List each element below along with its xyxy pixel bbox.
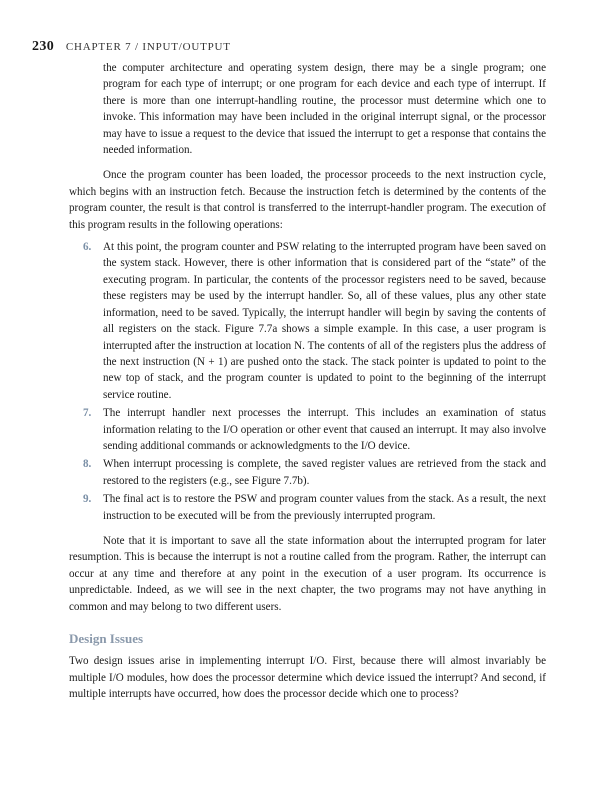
- paragraph-continued: the computer architecture and operating system design, there may be a single program; one program for each type of interrupt; or one program for each device and each type of interrupt. If there is more than one interrupt-handling routine, the processor must determine which one to invoke. This information may have been included in the original interrupt signal, or the processor may have to issue a request to the device that issued the interrupt to get a response that contains the needed information.: [103, 62, 546, 157]
- page-number: 230: [32, 39, 55, 54]
- paragraph: Note that it is important to save all the state information about the interrupted program for later resumption. This is because the interrupt is not a routine called from the program. Rather, the interrupt can occur at any time and therefore at any point in the execution of a user program. Its occurrence is unpredictable. Indeed, as we will see in the next chapter, the two programs may not have anything in common and may belong to two different users.: [69, 534, 546, 613]
- list-item-number: 6.: [83, 241, 92, 254]
- list-item: [69, 491, 546, 524]
- paragraph: Two design issues arise in implementing interrupt I/O. First, because there will almost invariably be multiple I/O modules, how does the processor determine which device issued the interrupt? And second, if multiple interrupts have occurred, how does the processor decide which one to process?: [69, 655, 546, 701]
- list-item: [69, 239, 546, 403]
- running-head: [32, 38, 231, 55]
- operations-list: [69, 239, 546, 524]
- body-text: [69, 60, 546, 703]
- list-item-number: 9.: [83, 493, 92, 506]
- list-item-text: At this point, the program counter and PSW relating to the interrupted program have been saved on the system stack. However, there is other information that is considered part of the “state” of the executing program. In particular, the contents of the processor registers need to be saved, because these registers may be used by the interrupt handler. So, all of these values, plus any other state information, need to be saved. Typically, the interrupt handler will begin by saving the contents of all registers on the stack. Figure 7.7a shows a simple example. In this case, a user program is interrupted after the instruction at location N. The contents of all of the registers plus the address of the next instruction (N + 1) are pushed onto the stack. The stack pointer is updated to point to the new top of stack, and the program counter is updated to point to the beginning of the interrupt service routine.: [103, 241, 546, 401]
- section-heading: Design Issues: [69, 631, 144, 646]
- paragraph: Once the program counter has been loaded, the processor proceeds to the next instruction cycle, which begins with an instruction fetch. Because the instruction fetch is determined by the contents of the program counter, the result is that control is transferred to the interrupt-handler program. The execution of this program results in the following operations:: [69, 169, 546, 231]
- list-item-number: 7.: [83, 407, 92, 420]
- list-item: [69, 456, 546, 489]
- list-item-text: The interrupt handler next processes the interrupt. This includes an examination of status information relating to the I/O operation or other event that caused an interrupt. It may also involve sending additional commands or acknowledgments to the I/O device.: [103, 407, 546, 452]
- chapter-title: CHAPTER 7 / INPUT/OUTPUT: [65, 41, 231, 53]
- list-item-text: When interrupt processing is complete, the saved register values are retrieved from the stack and restored to the registers (e.g., see Figure 7.7b).: [103, 458, 546, 487]
- list-item-number: 8.: [83, 458, 92, 471]
- list-item-text: The final act is to restore the PSW and program counter values from the stack. As a result, the next instruction to be executed will be from the previously interrupted program.: [103, 493, 546, 522]
- list-item: [69, 405, 546, 454]
